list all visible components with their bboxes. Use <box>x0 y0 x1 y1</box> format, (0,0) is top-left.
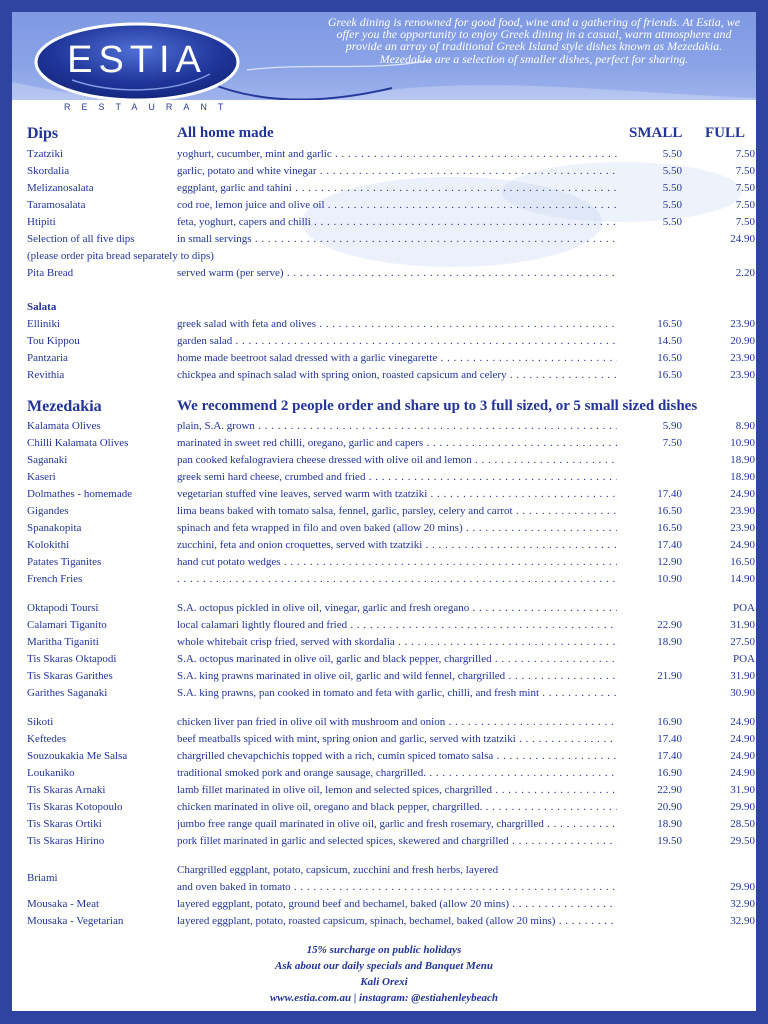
item-name: Kolokithi <box>27 539 70 551</box>
item-name: Souzoukakia Me Salsa <box>27 750 128 762</box>
item-description: pan cooked kefalograviera cheese dressed with olive oil and lemon . . . <box>177 452 617 469</box>
item-name: Briami <box>27 872 58 884</box>
item-description: S.A. king prawns, pan cooked in tomato and feta with garlic, chilli, and fresh mint . . . <box>177 685 617 702</box>
item-price-small: 19.50 <box>657 835 682 847</box>
item-description: plain, S.A. grown . . . <box>177 418 617 435</box>
item-price-full: 29.90 <box>730 801 755 813</box>
menu-item-row <box>27 765 755 782</box>
item-price-full: 20.90 <box>730 335 755 347</box>
menu-item-row <box>27 685 755 702</box>
menu-item-row <box>27 520 755 537</box>
item-name: Taramosalata <box>27 199 86 211</box>
menu-item-row <box>27 600 755 617</box>
footer <box>162 942 606 1006</box>
item-price-small: 16.50 <box>657 352 682 364</box>
item-name: Garithes Saganaki <box>27 687 108 699</box>
item-price-full: 31.90 <box>730 670 755 682</box>
item-name: Tis Skaras Kotopoulo <box>27 801 123 813</box>
footer-links: www.estia.com.au | instagram: @estiahenleybeach <box>269 992 499 1004</box>
item-name: Tis Skaras Garithes <box>27 670 113 682</box>
item-price-small: 5.50 <box>662 182 682 194</box>
menu-item-row <box>27 197 755 214</box>
item-name: Keftedes <box>27 733 67 745</box>
item-price-small: 14.50 <box>657 335 682 347</box>
item-name: Revithia <box>27 369 65 381</box>
footer-greeting: Kali Orexi <box>360 976 408 988</box>
item-price-small: 17.40 <box>657 750 682 762</box>
menu-item-row <box>27 731 755 748</box>
item-price-full: 23.90 <box>730 505 755 517</box>
item-price-full: 31.90 <box>730 619 755 631</box>
item-price-full: POA <box>732 602 755 614</box>
menu-item-row <box>27 833 755 850</box>
item-price-full: 18.90 <box>730 471 755 483</box>
item-price-full: 24.90 <box>730 750 755 762</box>
item-description: lima beans baked with tomato salsa, fennel, garlic, parsley, celery and carrot . . . <box>177 503 617 520</box>
item-name: Htipiti <box>27 216 56 228</box>
pita-note: (please order pita bread separately to dips) <box>27 250 214 262</box>
item-name: Tzatziki <box>27 148 64 160</box>
item-name: Elliniki <box>27 318 60 330</box>
menu-item-row <box>27 486 755 503</box>
menu-item-row <box>27 554 755 571</box>
item-description: yoghurt, cucumber, mint and garlic . . . <box>177 146 617 163</box>
item-price-small: 5.50 <box>662 216 682 228</box>
item-name: Maritha Tiganiti <box>27 636 99 648</box>
item-name: French Fries <box>27 573 83 585</box>
item-price-small: 16.50 <box>657 522 682 534</box>
item-price-small: 22.90 <box>657 619 682 631</box>
item-description: beef meatballs spiced with mint, spring onion and garlic, served with tzatziki . . . <box>177 731 617 748</box>
menu-item-row <box>27 634 755 651</box>
item-price-full: 27.50 <box>730 636 755 648</box>
item-price-full: 24.90 <box>730 539 755 551</box>
item-description: layered eggplant, potato, roasted capsicum, spinach, bechamel, baked (allow 20 mins) . . . <box>177 913 617 930</box>
item-name: Selection of all five dips <box>27 233 135 245</box>
item-description: cod roe, lemon juice and olive oil . . . <box>177 197 617 214</box>
item-price-full: 7.50 <box>735 199 755 211</box>
item-description: in small servings . . . <box>177 231 617 248</box>
item-price-full: 18.90 <box>730 454 755 466</box>
item-description: greek semi hard cheese, crumbed and fried . . . <box>177 469 617 486</box>
menu-item-row <box>27 163 755 180</box>
item-price-small: 16.50 <box>657 369 682 381</box>
menu-item-row <box>27 214 755 231</box>
small-column-header: SMALL <box>629 125 683 141</box>
item-name: Calamari Tiganito <box>27 619 107 631</box>
item-price-small: 16.90 <box>657 716 682 728</box>
item-name: Tis Skaras Oktapodi <box>27 653 117 665</box>
dips-subtitle: All home made <box>177 125 274 141</box>
menu-item-row <box>27 668 755 685</box>
menu-item-row <box>27 748 755 765</box>
logo-wordmark: ESTIA <box>67 39 207 81</box>
item-description: hand cut potato wedges . . . <box>177 554 617 571</box>
item-name: Tou Kippou <box>27 335 80 347</box>
item-price-full: 10.90 <box>730 437 755 449</box>
item-name: Pita Bread <box>27 267 74 279</box>
dips-section-header <box>27 125 755 145</box>
item-name: Tis Skaras Ortiki <box>27 818 102 830</box>
item-description: pork fillet marinated in garlic and selected spices, skewered and chargrilled . . . <box>177 833 617 850</box>
item-description: garden salad . . . <box>177 333 617 350</box>
menu-item-row <box>27 316 755 333</box>
item-price-full: 24.90 <box>730 767 755 779</box>
item-price-full: 29.90 <box>730 881 755 893</box>
item-price-full: 23.90 <box>730 318 755 330</box>
mezedakia-title: Mezedakia <box>27 398 102 415</box>
item-name: Tis Skaras Arnaki <box>27 784 106 796</box>
restaurant-label: RESTAURANT <box>64 102 235 112</box>
menu-item-row <box>27 350 755 367</box>
item-description: lamb fillet marinated in olive oil, lemon and selected spices, chargrilled . . . <box>177 782 617 799</box>
item-name: Patates Tiganites <box>27 556 102 568</box>
footer-surcharge: 15% surcharge on public holidays <box>306 944 462 956</box>
item-description: chargrilled chevapchichis topped with a rich, cumin spiced tomato salsa . . . <box>177 748 617 765</box>
menu-item-row <box>27 333 755 350</box>
menu-item-row <box>27 799 755 816</box>
item-price-small: 16.90 <box>657 767 682 779</box>
pita-note-row <box>27 248 755 265</box>
item-price-small: 12.90 <box>657 556 682 568</box>
item-price-small: 5.50 <box>662 148 682 160</box>
item-price-full: 7.50 <box>735 182 755 194</box>
item-description: S.A. king prawns marinated in olive oil, garlic and wild fennel, chargrilled . . . <box>177 668 617 685</box>
full-column-header: FULL <box>705 125 746 141</box>
item-description: garlic, potato and white vinegar . . . <box>177 163 617 180</box>
item-name: Spanakopita <box>27 522 82 534</box>
item-description: eggplant, garlic and tahini . . . <box>177 180 617 197</box>
menu-item-row <box>27 146 755 163</box>
item-price-small: 17.40 <box>657 733 682 745</box>
item-price-full: 7.50 <box>735 216 755 228</box>
item-price-small: 18.90 <box>657 636 682 648</box>
menu-item-row <box>27 503 755 520</box>
item-name: Saganaki <box>27 454 68 466</box>
briami-row-1 <box>27 862 755 884</box>
menu-item-row <box>27 816 755 833</box>
menu-item-row <box>27 367 755 384</box>
item-description: feta, yoghurt, capers and chilli . . . <box>177 214 617 231</box>
logo <box>32 16 242 106</box>
item-description <box>177 571 617 588</box>
item-price-full: 24.90 <box>730 733 755 745</box>
item-name: Gigandes <box>27 505 69 517</box>
item-name: Loukaniko <box>27 767 75 779</box>
item-price-small: 5.50 <box>662 199 682 211</box>
item-description: marinated in sweet red chilli, oregano, garlic and capers . . . <box>177 435 617 452</box>
item-price-small: 22.90 <box>657 784 682 796</box>
item-price-full: 7.50 <box>735 148 755 160</box>
item-price-full: 8.90 <box>735 420 755 432</box>
item-description: traditional smoked pork and orange sausage, chargrilled. . . . <box>177 765 617 782</box>
menu-item-row <box>27 651 755 668</box>
item-price-small: 5.90 <box>662 420 682 432</box>
item-price-full: 32.90 <box>730 898 755 910</box>
item-price-full: 16.50 <box>730 556 755 568</box>
menu-item-row <box>27 913 755 930</box>
item-description: chicken liver pan fried in olive oil with mushroom and onion . . . <box>177 714 617 731</box>
item-price-small: 16.50 <box>657 505 682 517</box>
item-description: whole whitebait crisp fried, served with skordalia . . . <box>177 634 617 651</box>
item-price-full: 2.20 <box>735 267 755 279</box>
item-description: vegetarian stuffed vine leaves, served warm with tzatziki . . . <box>177 486 617 503</box>
item-price-small: 21.90 <box>657 670 682 682</box>
item-name: Skordalia <box>27 165 70 177</box>
item-price-full: 23.90 <box>730 369 755 381</box>
item-price-small: 17.40 <box>657 539 682 551</box>
item-description: zucchini, feta and onion croquettes, served with tzatziki . . . <box>177 537 617 554</box>
item-price-full: 29.50 <box>730 835 755 847</box>
item-description: chickpea and spinach salad with spring onion, roasted capsicum and celery . . . <box>177 367 617 384</box>
item-price-full: 30.90 <box>730 687 755 699</box>
item-name: Kaseri <box>27 471 56 483</box>
item-price-full: 28.50 <box>730 818 755 830</box>
item-name: Mousaka - Meat <box>27 898 100 910</box>
mezedakia-subtitle: We recommend 2 people order and share up to 3 full sized, or 5 small sized dishes <box>177 398 698 414</box>
item-description: S.A. octopus marinated in olive oil, garlic and black pepper, chargrilled . . . <box>177 651 617 668</box>
item-price-full: 14.90 <box>730 573 755 585</box>
menu-page <box>12 12 756 1011</box>
item-price-full: 32.90 <box>730 915 755 927</box>
item-description: local calamari lightly floured and fried . . . <box>177 617 617 634</box>
item-price-small: 20.90 <box>657 801 682 813</box>
item-price-full: 31.90 <box>730 784 755 796</box>
item-description: spinach and feta wrapped in filo and oven baked (allow 20 mins) . . . <box>177 520 617 537</box>
item-name: Oktapodi Toursi <box>27 602 99 614</box>
item-price-small: 16.50 <box>657 318 682 330</box>
item-price-full: 24.90 <box>730 488 755 500</box>
item-price-small: 10.90 <box>657 573 682 585</box>
menu-item-row <box>27 231 755 248</box>
menu-item-row <box>27 617 755 634</box>
item-price-full: 23.90 <box>730 522 755 534</box>
item-name: Melizanosalata <box>27 182 94 194</box>
item-price-small: 18.90 <box>657 818 682 830</box>
briami-row-2 <box>27 879 755 896</box>
intro-text: Greek dining is renowned for good food, wine and a gathering of friends. At Estia, we offer you the opportunity to enjoy Greek dining in a casual, warm atmosphere and provide an array of traditional Greek Island style dishes known as Mezedakia. Mezedakia are a selection of smaller dishes, perfect for sharing. <box>327 15 741 66</box>
item-name: Kalamata Olives <box>27 420 101 432</box>
item-name: Pantzaria <box>27 352 68 364</box>
item-name: Sikoti <box>27 716 54 728</box>
menu-item-row <box>27 418 755 435</box>
item-description: jumbo free range quail marinated in olive oil, garlic and fresh rosemary, chargrilled . . . <box>177 816 617 833</box>
menu-item-row <box>27 469 755 486</box>
item-description: S.A. octopus pickled in olive oil, vinegar, garlic and fresh oregano . . . <box>177 600 617 617</box>
item-description: Chargrilled eggplant, potato, capsicum, zucchini and fresh herbs, layered <box>177 864 499 876</box>
item-description: chicken marinated in olive oil, oregano and black pepper, chargrilled. . . . <box>177 799 617 816</box>
item-price-full: 24.90 <box>730 716 755 728</box>
salata-title: Salata <box>27 301 57 313</box>
item-description: home made beetroot salad dressed with a garlic vinegarette . . . <box>177 350 617 367</box>
menu-item-row <box>27 265 755 282</box>
item-name: Tis Skaras Hirino <box>27 835 105 847</box>
item-name: Chilli Kalamata Olives <box>27 437 129 449</box>
item-description: layered eggplant, potato, ground beef and bechamel, baked (allow 20 mins) . . . <box>177 896 617 913</box>
menu-item-row <box>27 782 755 799</box>
item-price-small: 17.40 <box>657 488 682 500</box>
item-description: served warm (per serve) . . . <box>177 265 617 282</box>
menu-item-row <box>27 896 755 913</box>
item-description: greek salad with feta and olives . . . <box>177 316 617 333</box>
menu-item-row <box>27 435 755 452</box>
item-price-full: 7.50 <box>735 165 755 177</box>
footer-specials: Ask about our daily specials and Banquet Menu <box>275 960 493 972</box>
menu-item-row <box>27 452 755 469</box>
mezedakia-section-header <box>27 398 755 418</box>
menu-item-row <box>27 571 755 588</box>
item-price-full: 24.90 <box>730 233 755 245</box>
item-name: Mousaka - Vegetarian <box>27 915 124 927</box>
item-description-continued: and oven baked in tomato . . . <box>177 879 617 896</box>
item-price-full: POA <box>732 653 755 665</box>
menu-item-row <box>27 714 755 731</box>
menu-item-row <box>27 537 755 554</box>
item-price-small: 5.50 <box>662 165 682 177</box>
item-name: Dolmathes - homemade <box>27 488 133 500</box>
dips-title: Dips <box>27 125 59 142</box>
item-price-small: 7.50 <box>662 437 682 449</box>
item-price-full: 23.90 <box>730 352 755 364</box>
menu-item-row <box>27 180 755 197</box>
